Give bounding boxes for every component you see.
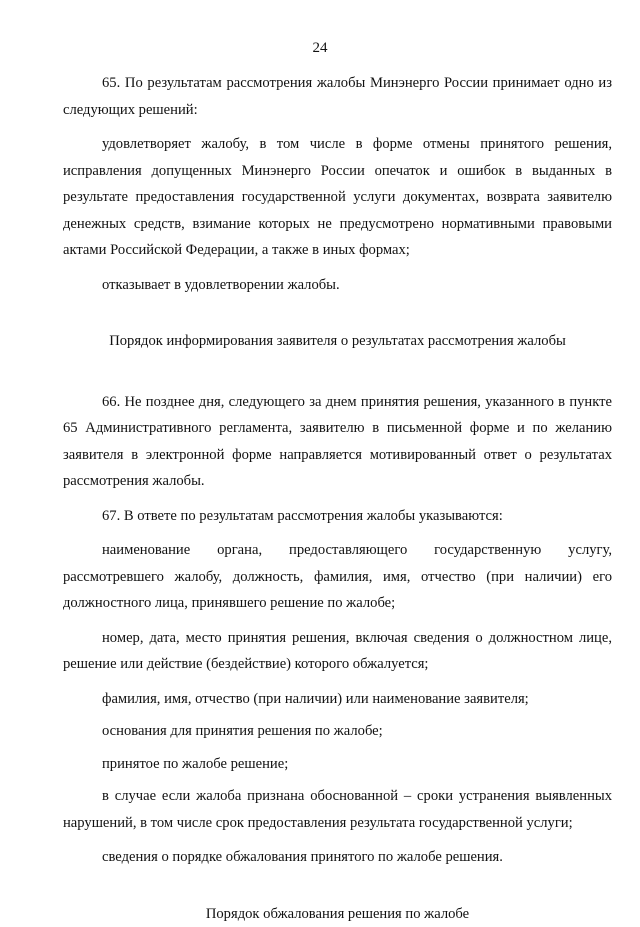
response-item-authority: наименование органа, предоставляющего государственную услугу, рассмотревшего жалобу, должность, фамилия, имя, отчество (при наличии) его должностного лица, принявшего решение по жалобе; (63, 537, 612, 617)
page-number: 24 (0, 40, 640, 57)
response-item-remedy-terms: в случае если жалоба признана обоснованной – сроки устранения выявленных нарушений, в том числе срок предоставления результата государственной услуги; (63, 783, 612, 836)
response-item-applicant: фамилия, имя, отчество (при наличии) или наименование заявителя; (63, 686, 612, 713)
paragraph-66: 66. Не позднее дня, следующего за днем принятия решения, указанного в пункте 65 Административного регламента, заявителю в письменной форме и по желанию заявителя в электронной форме направляется мотивированный ответ о результатах рассмотрения жалобы. (63, 389, 612, 495)
response-item-decision-details: номер, дата, место принятия решения, включая сведения о должностном лице, решение или действие (бездействие) которого обжалуется; (63, 625, 612, 678)
section-heading-appeal: Порядок обжалования решения по жалобе (63, 901, 612, 927)
document-body (63, 70, 612, 927)
response-item-decision: принятое по жалобе решение; (63, 751, 612, 778)
paragraph-67: 67. В ответе по результатам рассмотрения жалобы указываются: (63, 503, 612, 530)
decision-option-satisfy: удовлетворяет жалобу, в том числе в форме отмены принятого решения, исправления допущенных Минэнерго России опечаток и ошибок в выданных в результате предоставления государственной услуги документах, возврата заявителю денежных средств, взимание которых не предусмотрено нормативными правовыми актами Российской Федерации, а также в иных формах; (63, 131, 612, 264)
response-item-grounds: основания для принятия решения по жалобе; (63, 718, 612, 745)
paragraph-65: 65. По результатам рассмотрения жалобы Минэнерго России принимает одно из следующих решений: (63, 70, 612, 123)
section-heading-informing: Порядок информирования заявителя о результатах рассмотрения жалобы (63, 328, 612, 355)
response-item-appeal-info: сведения о порядке обжалования принятого по жалобе решения. (63, 844, 612, 871)
decision-option-refuse: отказывает в удовлетворении жалобы. (63, 272, 612, 299)
